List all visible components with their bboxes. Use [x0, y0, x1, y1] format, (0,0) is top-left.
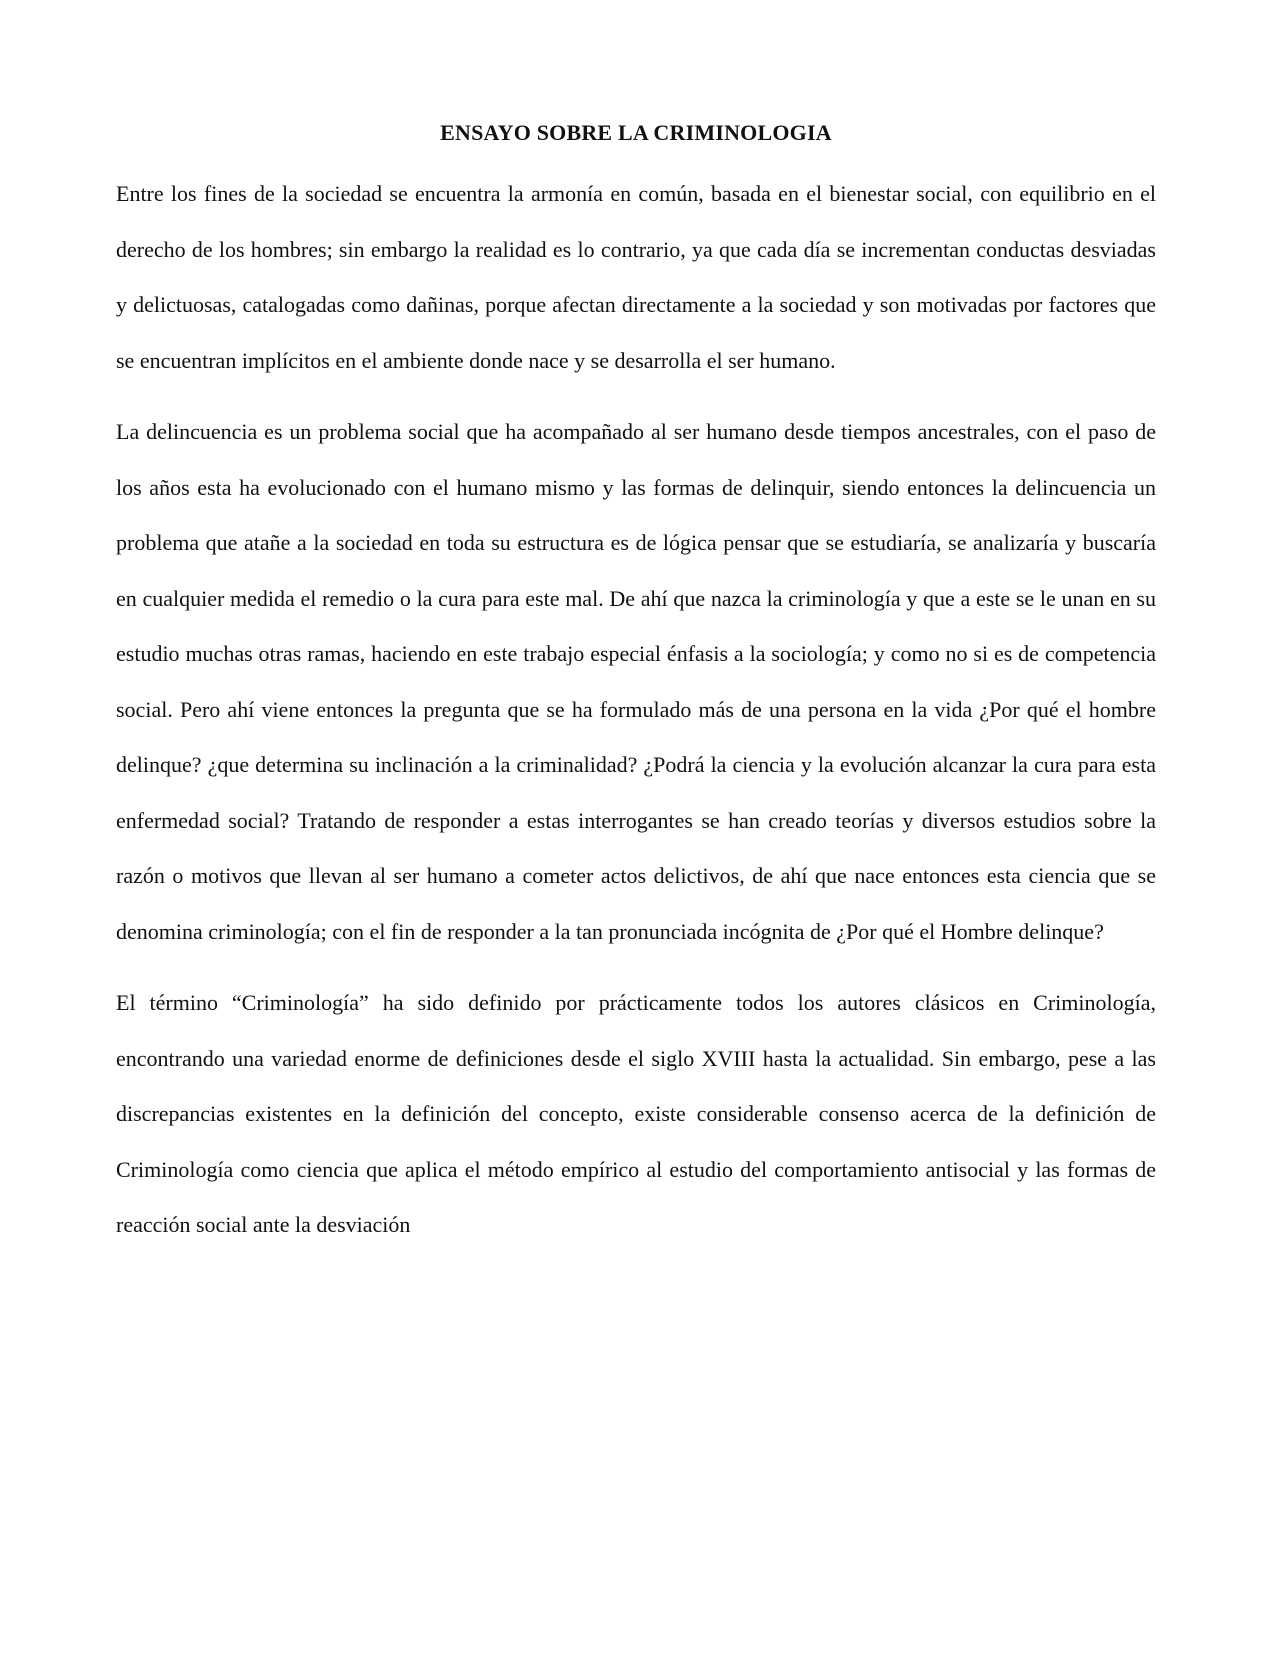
paragraph-1: Entre los fines de la sociedad se encuentra la armonía en común, basada en el bienestar social, con equilibrio en el derecho de los hombres; sin embargo la realidad es lo contrario, ya que cada día se incrementan conductas desviadas y delictuosas, catalogadas como dañinas, porque afectan directamente a la sociedad y son motivadas por factores que se encuentran implícitos en el ambiente donde nace y se desarrolla el ser humano. — [116, 181, 1156, 373]
paragraph-2: La delincuencia es un problema social que ha acompañado al ser humano desde tiempos ancestrales, con el paso de los años esta ha evolucionado con el humano mismo y las formas de delinquir, siendo entonces la delincuencia un problema que atañe a la sociedad en toda su estructura es de lógica pensar que se estudiaría, se analizaría y buscaría en cualquier medida el remedio o la cura para este mal. De ahí que nazca la criminología y que a este se le unan en su estudio muchas otras ramas, haciendo en este trabajo especial énfasis a la sociología; y como no si es de competencia social. Pero ahí viene entonces la pregunta que se ha formulado más de una persona en la vida ¿Por qué el hombre delinque? ¿que determina su inclinación a la criminalidad? ¿Podrá la ciencia y la evolución alcanzar la cura para esta enfermedad social? Tratando de responder a estas interrogantes se han creado teorías y diversos estudios sobre la razón o motivos que llevan al ser humano a cometer actos delictivos, de ahí que nace entonces esta ciencia que se denomina criminología; con el fin de responder a la tan pronunciada incógnita de ¿Por qué el Hombre delinque? — [116, 419, 1156, 944]
document-body — [116, 112, 1156, 1269]
paragraph-3: El término “Criminología” ha sido definido por prácticamente todos los autores clásicos en Criminología, encontrando una variedad enorme de definiciones desde el siglo XVIII hasta la actualidad. Sin embargo, pese a las discrepancias existentes en la definición del concepto, existe considerable consenso acerca de la definición de Criminología como ciencia que aplica el método empírico al estudio del comportamiento antisocial y las formas de reacción social ante la desviación — [116, 990, 1156, 1237]
document-title: ENSAYO SOBRE LA CRIMINOLOGIA — [440, 120, 832, 145]
